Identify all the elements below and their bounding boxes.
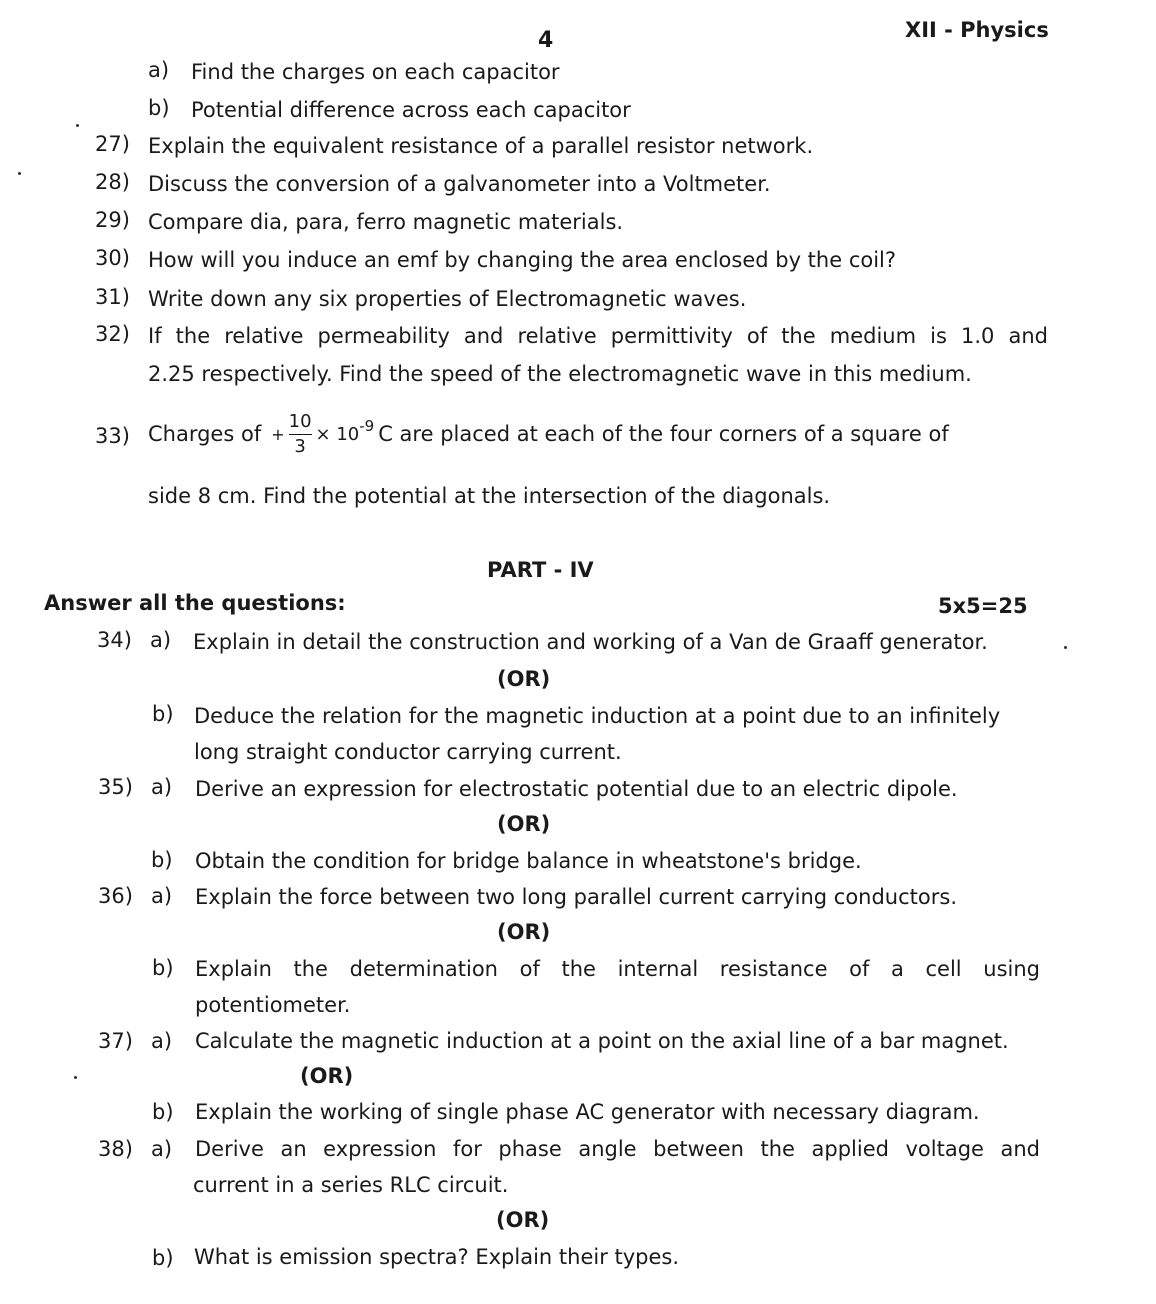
scan-speck bbox=[76, 124, 79, 127]
q37-or: (OR) bbox=[300, 1064, 354, 1088]
q35-a-text: Derive an expression for electrostatic potential due to an electric dipole. bbox=[195, 777, 958, 801]
q33-frac-bar bbox=[289, 434, 312, 435]
q38-a-line1: Derive an expression for phase angle between the applied voltage and bbox=[195, 1137, 1040, 1161]
q36-b-label: b) bbox=[152, 956, 174, 980]
q38-b-text: What is emission spectra? Explain their types. bbox=[194, 1245, 680, 1269]
q32-number: 32) bbox=[95, 322, 130, 346]
part4-instruction: Answer all the questions: bbox=[44, 591, 346, 615]
q26-b-label: b) bbox=[148, 96, 170, 120]
q38-a-line2: current in a series RLC circuit. bbox=[193, 1173, 509, 1197]
q32-line2: 2.25 respectively. Find the speed of the electromagnetic wave in this medium. bbox=[148, 362, 972, 386]
q26-b-text: Potential difference across each capacitor bbox=[191, 98, 631, 122]
q34-b-label: b) bbox=[152, 702, 174, 726]
q28-text: Discuss the conversion of a galvanometer into a Voltmeter. bbox=[148, 172, 771, 196]
q36-a-label: a) bbox=[151, 884, 173, 908]
q34-or: (OR) bbox=[497, 667, 551, 691]
q35-b-label: b) bbox=[151, 848, 173, 872]
q33-exponent: -9 bbox=[359, 417, 375, 435]
scan-speck bbox=[1064, 646, 1067, 649]
q31-text: Write down any six properties of Electromagnetic waves. bbox=[148, 287, 747, 311]
q38-b-label: b) bbox=[152, 1246, 174, 1270]
q36-a-text: Explain the force between two long parallel current carrying conductors. bbox=[195, 885, 957, 909]
q33-times: × 10 bbox=[315, 423, 360, 445]
q37-a-text: Calculate the magnetic induction at a point on the axial line of a bar magnet. bbox=[195, 1029, 1009, 1053]
part4-title: PART - IV bbox=[487, 558, 594, 582]
q33-fraction bbox=[289, 412, 312, 457]
q32-line1: If the relative permeability and relative permittivity of the medium is 1.0 and bbox=[148, 324, 1048, 348]
q33-suffix: C are placed at each of the four corners of a square of bbox=[378, 422, 949, 446]
q36-or: (OR) bbox=[497, 920, 551, 944]
q35-number: 35) bbox=[98, 775, 133, 799]
q33-sign: + bbox=[271, 424, 285, 444]
q29-text: Compare dia, para, ferro magnetic materials. bbox=[148, 210, 624, 234]
header-subject: XII - Physics bbox=[905, 18, 1049, 42]
q37-a-label: a) bbox=[151, 1029, 173, 1053]
q34-a-label: a) bbox=[150, 628, 172, 652]
q28-number: 28) bbox=[95, 170, 130, 194]
q38-number: 38) bbox=[98, 1137, 133, 1161]
q35-or: (OR) bbox=[497, 812, 551, 836]
q34-b-line1: Deduce the relation for the magnetic induction at a point due to an infinitely bbox=[194, 704, 1001, 728]
page-number: 4 bbox=[538, 28, 554, 53]
q31-number: 31) bbox=[95, 285, 130, 309]
q34-a-text: Explain in detail the construction and working of a Van de Graaff generator. bbox=[193, 630, 988, 654]
part4-marks: 5x5=25 bbox=[938, 594, 1028, 618]
q33-frac-numerator: 10 bbox=[288, 410, 312, 432]
q35-a-label: a) bbox=[151, 775, 173, 799]
q29-number: 29) bbox=[95, 208, 130, 232]
q38-a-label: a) bbox=[151, 1137, 173, 1161]
q30-number: 30) bbox=[95, 246, 130, 270]
q27-text: Explain the equivalent resistance of a parallel resistor network. bbox=[148, 134, 814, 158]
q26-a-text: Find the charges on each capacitor bbox=[191, 60, 560, 84]
q33-line1 bbox=[148, 404, 949, 464]
q36-number: 36) bbox=[98, 884, 133, 908]
q37-number: 37) bbox=[98, 1029, 133, 1053]
scan-speck bbox=[74, 1076, 77, 1079]
q34-b-line2: long straight conductor carrying current. bbox=[194, 740, 622, 764]
q37-b-text: Explain the working of single phase AC generator with necessary diagram. bbox=[195, 1100, 980, 1124]
q30-text: How will you induce an emf by changing the area enclosed by the coil? bbox=[148, 248, 897, 272]
q33-line2: side 8 cm. Find the potential at the intersection of the diagonals. bbox=[148, 484, 831, 508]
q33-number: 33) bbox=[95, 424, 130, 448]
q36-b-line1: Explain the determination of the internal resistance of a cell using bbox=[195, 957, 1040, 981]
q33-prefix: Charges of bbox=[148, 422, 262, 446]
q35-b-text: Obtain the condition for bridge balance in wheatstone's bridge. bbox=[195, 849, 862, 873]
scan-speck bbox=[18, 172, 21, 175]
q27-number: 27) bbox=[95, 132, 130, 156]
q36-b-line2: potentiometer. bbox=[195, 993, 351, 1017]
q33-frac-denominator: 3 bbox=[294, 435, 306, 457]
q37-b-label: b) bbox=[152, 1100, 174, 1124]
q26-a-label: a) bbox=[148, 58, 170, 82]
q34-number: 34) bbox=[97, 628, 132, 652]
q38-or: (OR) bbox=[496, 1208, 550, 1232]
